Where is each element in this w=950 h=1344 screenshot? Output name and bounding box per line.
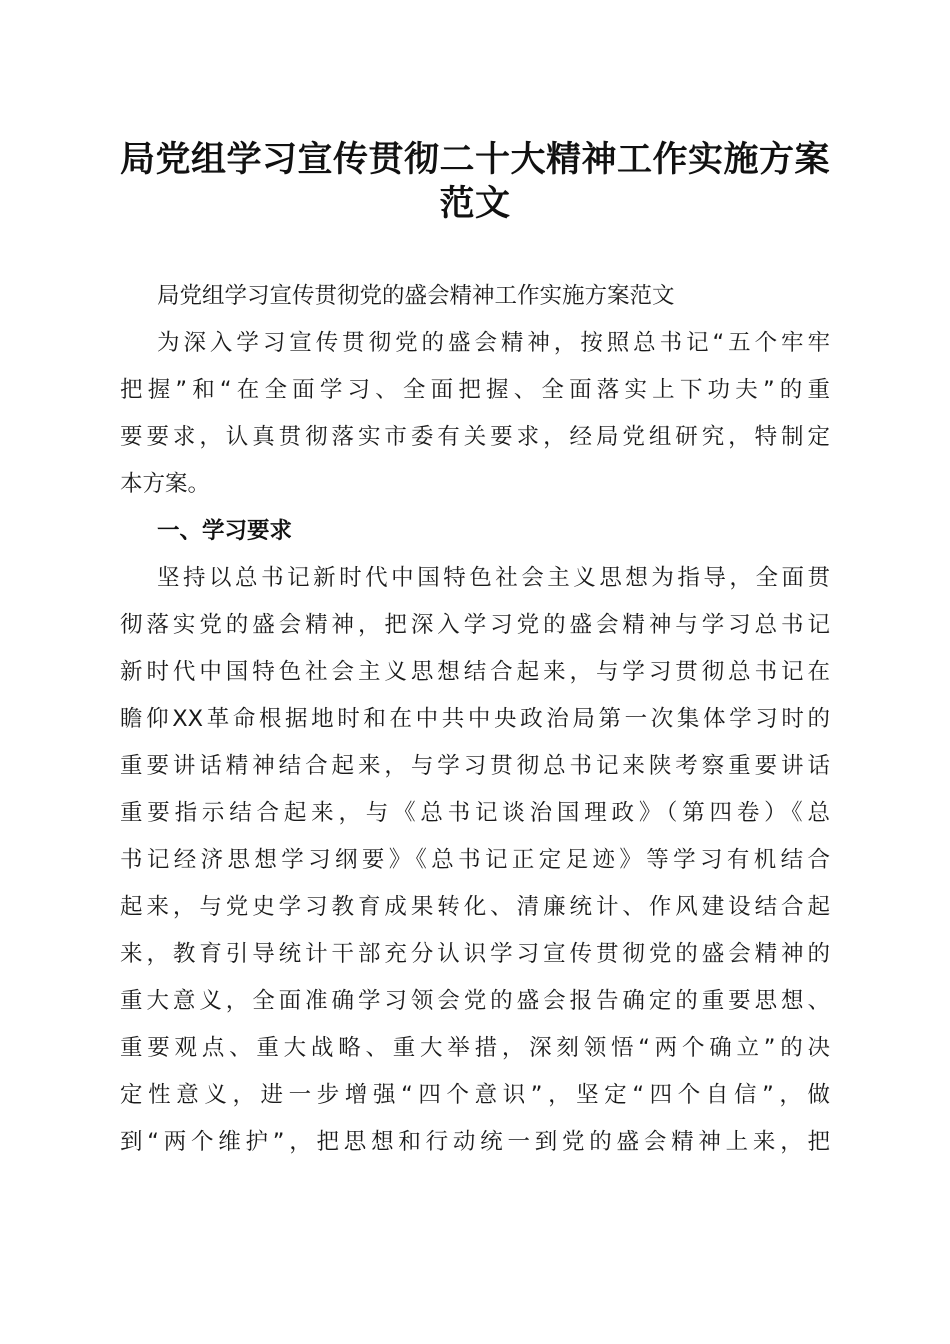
section-line: 新时代中国特色社会主义思想结合起来，与学习贯彻总书记在 — [120, 659, 830, 685]
section-line: 彻落实党的盛会精神，把深入学习党的盛会精神与学习总书记 — [120, 612, 830, 638]
document-body — [120, 273, 830, 1166]
section-line: 书记经济思想学习纲要》《总书记正定足迹》等学习有机结合 — [120, 847, 830, 873]
section-line: 重要观点、重大战略、重大举措，深刻领悟“两个确立”的决 — [120, 1035, 830, 1061]
section-line: 重要讲话精神结合起来，与学习贯彻总书记来陕考察重要讲话 — [120, 753, 830, 779]
section-heading: 一、学习要求 — [157, 518, 293, 544]
intro-line: 要要求，认真贯彻落实市委有关要求，经局党组研究，特制定 — [120, 424, 830, 450]
intro-line: 为深入学习宣传贯彻党的盛会精神，按照总书记“五个牢牢 — [157, 330, 830, 356]
intro-line: 本方案。 — [120, 471, 211, 497]
section-line: 起来，与党史学习教育成果转化、清廉统计、作风建设结合起 — [120, 894, 830, 920]
section-line: 到“两个维护”，把思想和行动统一到党的盛会精神上来，把 — [120, 1129, 830, 1155]
section-line: 来，教育引导统计干部充分认识学习宣传贯彻党的盛会精神的 — [120, 941, 830, 967]
document-title-line-1: 局党组学习宣传贯彻二十大精神工作实施方案 — [119, 139, 830, 180]
subtitle-paragraph: 局党组学习宣传贯彻党的盛会精神工作实施方案范文 — [157, 283, 675, 309]
intro-line: 把握”和“在全面学习、全面把握、全面落实上下功夫”的重 — [120, 377, 830, 403]
section-line: 重要指示结合起来，与《总书记谈治国理政》（第四卷）《总 — [120, 800, 830, 826]
section-line: 坚持以总书记新时代中国特色社会主义思想为指导，全面贯 — [157, 565, 830, 591]
document-title-line-2: 范文 — [439, 183, 511, 224]
section-line: 定性意义，进一步增强“四个意识”，坚定“四个自信”，做 — [120, 1082, 830, 1108]
section-line: 重大意义，全面准确学习领会党的盛会报告确定的重要思想、 — [120, 988, 830, 1014]
section-line: 瞻仰XX革命根据地时和在中共中央政治局第一次集体学习时的 — [120, 706, 830, 732]
